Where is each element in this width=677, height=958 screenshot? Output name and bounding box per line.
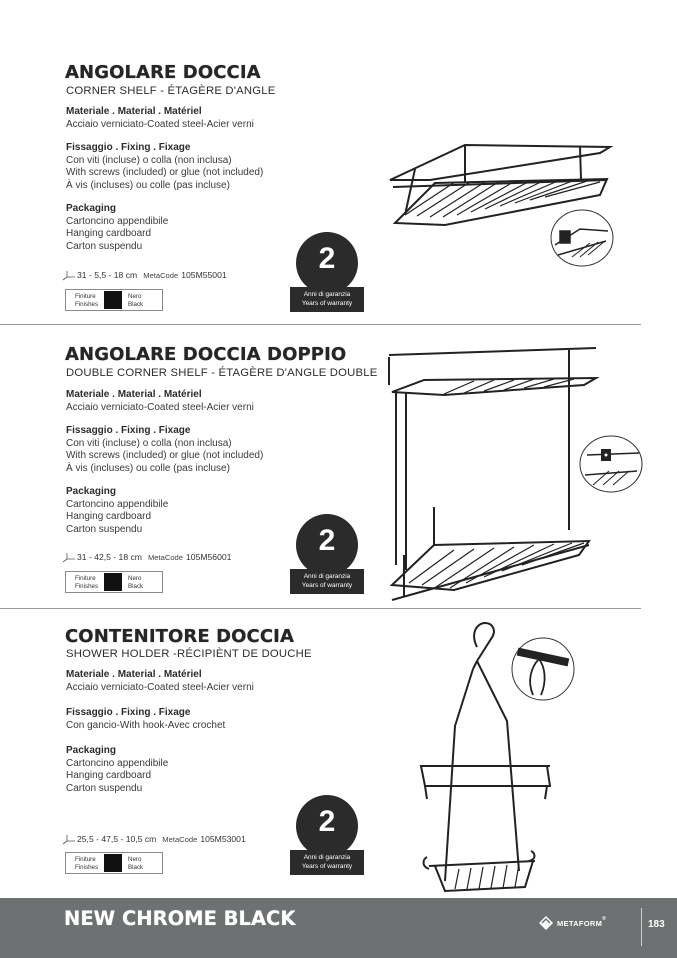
product-subtitle: SHOWER HOLDER -RÉCIPIÈNT DE DOUCHE (66, 648, 312, 660)
fixing-heading: Fissaggio . Fixing . Fixage (66, 707, 191, 718)
dimensions-text: 25,5 - 47,5 - 10,5 cm (77, 834, 157, 844)
brand-mark: ® (602, 916, 607, 922)
metacode-value: 105M55001 (181, 270, 227, 280)
material-line: Acciaio verniciato-Coated steel-Acier verni (66, 118, 254, 130)
fixing-line: With screws (included) or glue (not included) (66, 450, 264, 462)
packaging-line: Cartoncino appendibile (66, 215, 169, 227)
detail-zoom-illustration (511, 637, 575, 701)
dimensions-icon (62, 552, 76, 562)
material-heading: Materiale . Material . Matériel (66, 106, 202, 117)
brand-name: METAFORM (557, 918, 603, 928)
fixing-line: À vis (incluses) ou colle (pas incluse) (66, 179, 230, 191)
finish-label: Finishes (75, 583, 99, 590)
packaging-heading: Packaging (66, 203, 117, 214)
warranty-text: Years of warranty (301, 300, 353, 307)
packaging-line: Carton suspendu (66, 782, 143, 794)
metacode-value: 105M56001 (186, 552, 232, 562)
warranty-text: Years of warranty (301, 863, 353, 870)
warranty-text: Years of warranty (301, 582, 353, 589)
fixing-block (66, 142, 263, 192)
metacode-label: MetaCode (162, 834, 198, 844)
finish-name: Black (128, 301, 144, 308)
product-title: CONTENITORE DOCCIA (65, 626, 295, 647)
metacode-value: 105M53001 (200, 834, 246, 844)
double-corner-shelf-illustration (384, 345, 602, 603)
finish-label: Finiture (75, 856, 96, 863)
product-title: ANGOLARE DOCCIA DOPPIO (65, 344, 347, 365)
page-footer (0, 898, 677, 958)
material-block (66, 106, 254, 131)
finish-label: Finishes (75, 864, 99, 871)
metacode-label: MetaCode (143, 270, 179, 280)
finish-legend (65, 852, 163, 874)
product-section-corner-shelf (0, 0, 677, 325)
fixing-line: With screws (included) or glue (not included) (66, 167, 264, 179)
fixing-line: Con gancio-With hook-Avec crochet (66, 719, 226, 731)
finish-name: Nero (128, 856, 142, 863)
dimensions-row (62, 552, 231, 562)
packaging-line: Carton suspendu (66, 523, 143, 535)
packaging-block (66, 203, 168, 253)
detail-zoom-illustration (579, 435, 643, 493)
finish-label: Finiture (75, 293, 96, 300)
packaging-line: Carton suspendu (66, 240, 143, 252)
footer-divider (641, 908, 642, 946)
warranty-text: Anni di garanzia (303, 573, 351, 580)
warranty-badge: 2 (296, 514, 358, 576)
packaging-block (66, 486, 168, 536)
finish-name: Black (128, 864, 144, 871)
fixing-heading: Fissaggio . Fixing . Fixage (66, 425, 191, 436)
warranty-text: Anni di garanzia (303, 854, 351, 861)
finish-name: Nero (128, 575, 142, 582)
product-subtitle: DOUBLE CORNER SHELF - ÉTAGÈRE D'ANGLE DOUBLE (66, 367, 378, 379)
finish-label: Finishes (75, 301, 99, 308)
finish-legend (65, 289, 163, 311)
warranty-label (290, 287, 364, 312)
brand-logo (539, 916, 606, 930)
fixing-line: Con viti (incluse) o colla (non inclusa) (66, 154, 232, 166)
fixing-line: Con viti (incluse) o colla (non inclusa) (66, 437, 232, 449)
material-heading: Materiale . Material . Matériel (66, 669, 202, 680)
detail-zoom-illustration (550, 209, 614, 267)
page-number: 183 (648, 919, 665, 930)
product-subtitle: CORNER SHELF - ÉTAGÈRE D'ANGLE (66, 85, 276, 97)
dimensions-icon (62, 834, 76, 844)
warranty-label (290, 569, 364, 594)
packaging-line: Hanging cardboard (66, 770, 152, 782)
finish-legend (65, 571, 163, 593)
finish-name: Black (128, 583, 144, 590)
dimensions-text: 31 - 5,5 - 18 cm (77, 270, 138, 280)
packaging-heading: Packaging (66, 745, 117, 756)
diamond-logo-icon (539, 916, 553, 930)
product-section-double-corner-shelf (0, 325, 677, 609)
material-line: Acciaio verniciato-Coated steel-Acier verni (66, 401, 254, 413)
finish-label: Finiture (75, 575, 96, 582)
warranty-label (290, 850, 364, 875)
material-heading: Materiale . Material . Matériel (66, 389, 202, 400)
material-line: Acciaio verniciato-Coated steel-Acier verni (66, 681, 254, 693)
packaging-block (66, 745, 168, 795)
dimensions-row (62, 834, 246, 844)
fixing-block (66, 707, 225, 732)
warranty-text: Anni di garanzia (303, 291, 351, 298)
fixing-heading: Fissaggio . Fixing . Fixage (66, 142, 191, 153)
dimensions-icon (62, 270, 76, 280)
warranty-badge: 2 (296, 795, 358, 857)
material-block (66, 389, 254, 414)
dimensions-row (62, 270, 227, 280)
finish-swatch-black (104, 291, 122, 309)
collection-title: NEW CHROME BLACK (64, 907, 296, 930)
packaging-line: Hanging cardboard (66, 228, 152, 240)
product-section-shower-holder (0, 609, 677, 898)
dimensions-text: 31 - 42,5 - 18 cm (77, 552, 142, 562)
metacode-label: MetaCode (147, 552, 184, 562)
warranty-badge: 2 (296, 232, 358, 294)
fixing-block (66, 425, 263, 475)
finish-name: Nero (128, 293, 142, 300)
finish-swatch-black (104, 854, 122, 872)
packaging-line: Hanging cardboard (66, 511, 152, 523)
product-title: ANGOLARE DOCCIA (65, 62, 261, 83)
packaging-line: Cartoncino appendibile (66, 498, 169, 510)
fixing-line: À vis (incluses) ou colle (pas incluse) (66, 462, 230, 474)
material-block (66, 669, 254, 694)
packaging-line: Cartoncino appendibile (66, 757, 169, 769)
packaging-heading: Packaging (66, 486, 117, 497)
finish-swatch-black (104, 573, 122, 591)
